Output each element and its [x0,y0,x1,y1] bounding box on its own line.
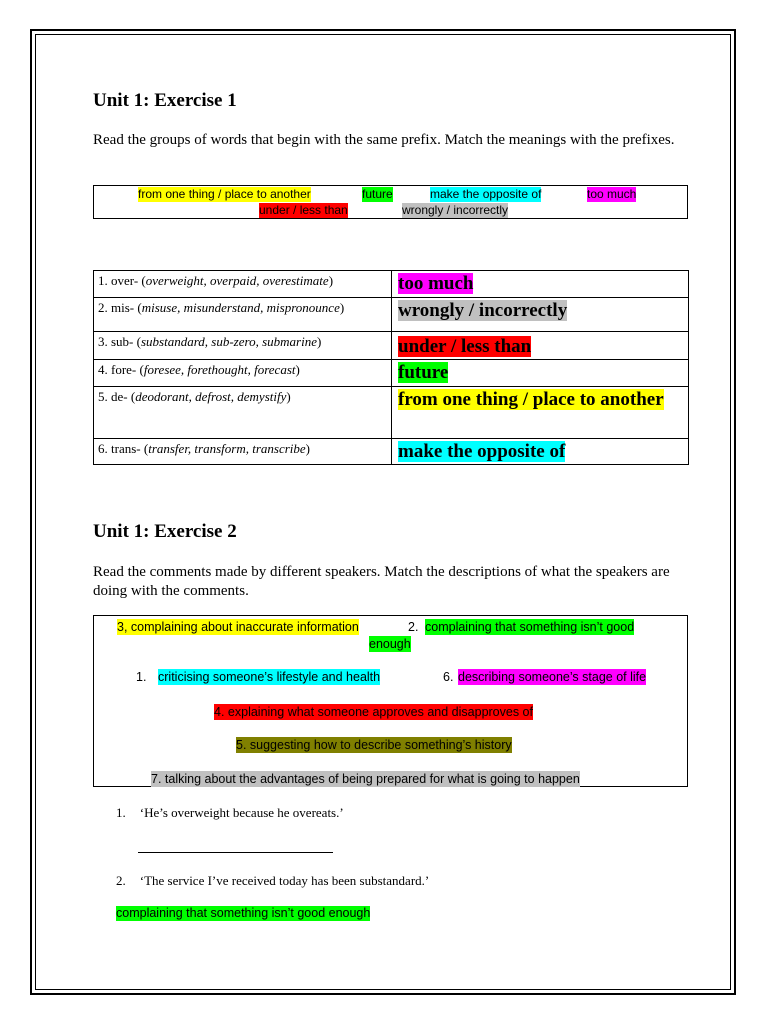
description-6-number: 6. [443,670,454,684]
exercise2-title: Unit 1: Exercise 2 [93,521,237,542]
prefix-cell: 3. sub- (substandard, sub-zero, submarine) [94,332,392,360]
description-5: 5. suggesting how to describe something’s history [236,738,512,752]
answer-cell: under / less than [392,332,689,360]
description-2-number: 2. [408,620,419,634]
meaning-too-much: too much [587,187,637,201]
answer-cell: future [392,360,689,387]
answer-cell: wrongly / incorrectly [392,298,689,332]
description-4: 4. explaining what someone approves and disapproves of [214,705,533,719]
answer-cell: make the opposite of [392,439,689,465]
description-2-continued: enough [369,637,411,651]
description-1: criticising someone’s lifestyle and health [158,670,381,684]
answer-cell: too much [392,271,689,298]
prefix-cell: 4. fore- (foresee, forethought, forecast) [94,360,392,387]
description-1-number: 1. [136,670,147,684]
meaning-future: future [362,187,393,201]
meaning-from-one-thing: from one thing / place to another [138,187,311,201]
table-row [94,298,689,332]
exercise1-title: Unit 1: Exercise 1 [93,90,237,111]
meaning-make-opposite: make the opposite of [430,187,542,201]
table-row [94,271,689,298]
prefix-table [93,270,689,465]
table-row [94,439,689,465]
table-row [94,387,689,439]
answer-cell: from one thing / place to another [392,387,689,439]
prefix-cell: 5. de- (deodorant, defrost, demystify) [94,387,392,439]
description-6: describing someone’s stage of life [458,670,647,684]
table-row [94,332,689,360]
answer-2: complaining that something isn’t good enough [116,906,371,920]
exercise1-instruction: Read the groups of words that begin with the same prefix. Match the meanings with the prefixes. [93,132,675,148]
meaning-word-box [93,185,688,219]
question-1: 1. ‘He’s overweight because he overeats.’ [116,805,344,820]
exercise2-instruction: Read the comments made by different speakers. Match the descriptions of what the speakers are doing with the comments. [93,564,670,599]
table-row [94,360,689,387]
prefix-cell: 2. mis- (misuse, misunderstand, mispronounce) [94,298,392,332]
question-2: 2. ‘The service I’ve received today has been substandard.’ [116,873,430,888]
description-3: 3, complaining about inaccurate information [117,620,359,634]
prefix-cell: 1. over- (overweight, overpaid, overestimate) [94,271,392,298]
description-7: 7. talking about the advantages of being prepared for what is going to happen [151,772,580,786]
description-2: complaining that something isn’t good [425,620,635,634]
page-border-inner [35,34,731,990]
prefix-cell: 6. trans- (transfer, transform, transcribe) [94,439,392,465]
meaning-under: under / less than [259,203,348,217]
description-box [93,615,688,787]
answer-blank-line [138,852,333,853]
meaning-wrongly: wrongly / incorrectly [402,203,509,217]
